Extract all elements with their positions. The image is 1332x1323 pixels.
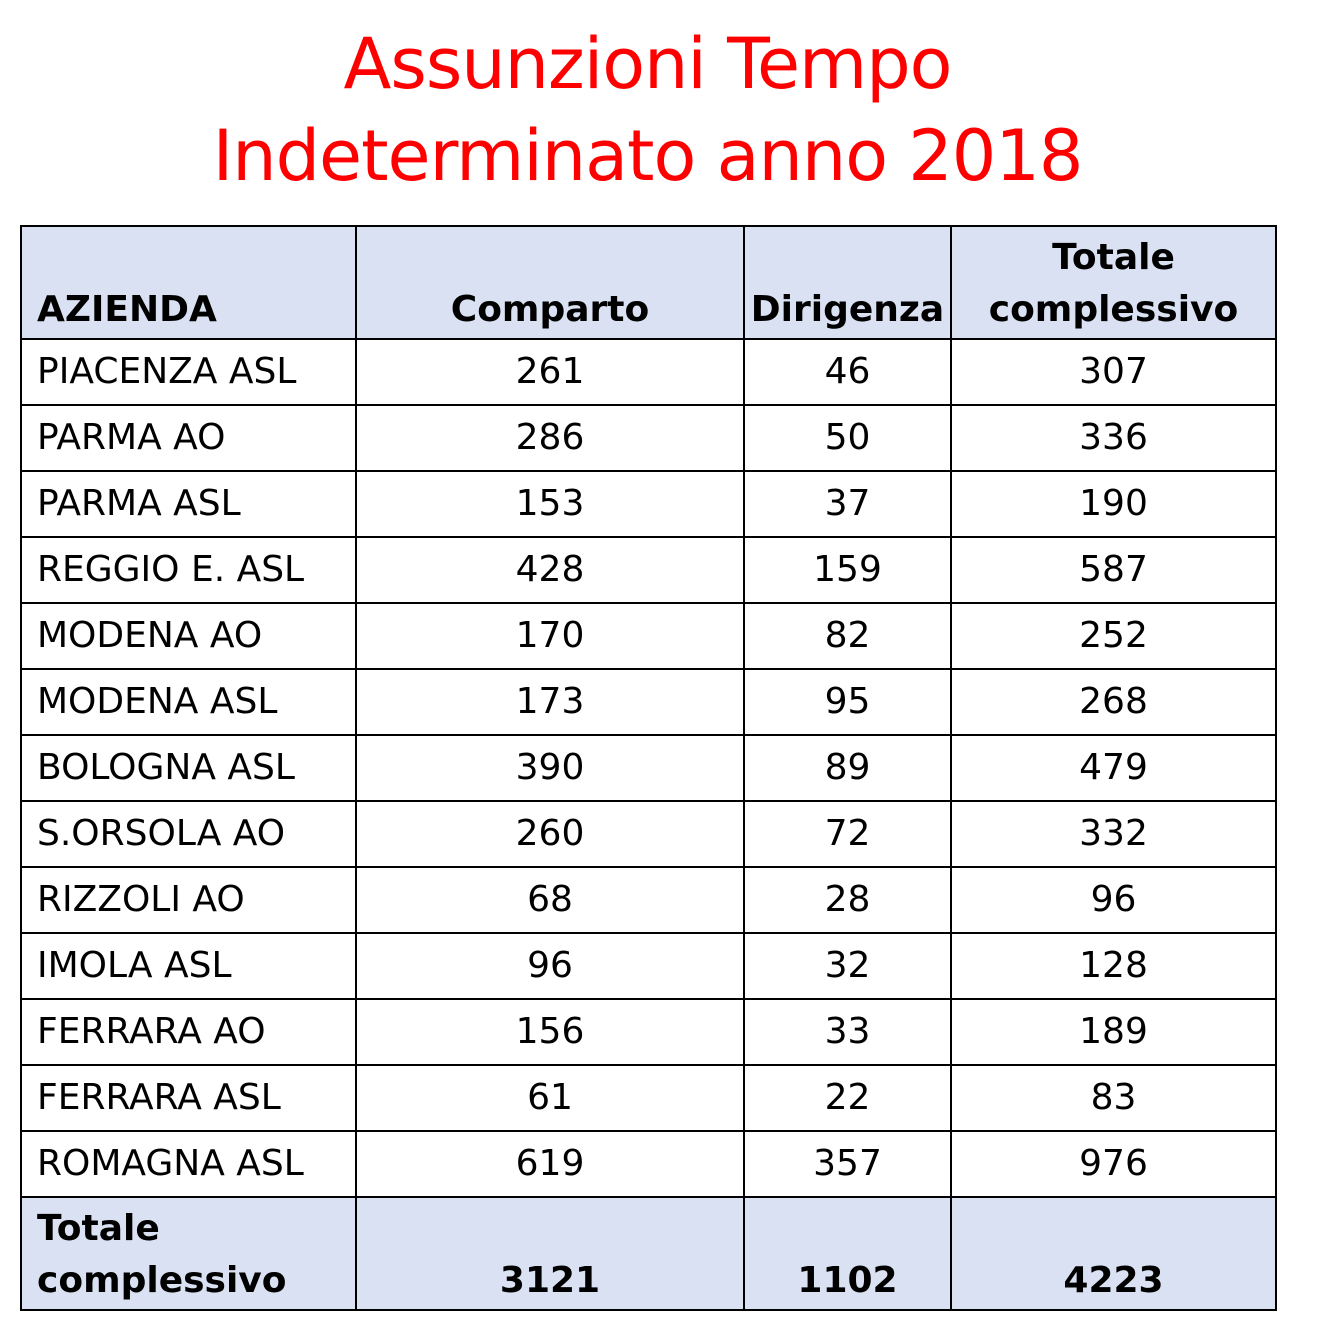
cell-dirigenza: 33 <box>744 999 951 1065</box>
table-row <box>21 933 1276 999</box>
total-comparto: 3121 <box>356 1197 744 1310</box>
cell-comparto: 261 <box>356 339 744 405</box>
total-label <box>21 1197 356 1310</box>
header-comparto: Comparto <box>356 226 744 339</box>
cell-totale: 336 <box>951 405 1276 471</box>
cell-dirigenza: 50 <box>744 405 951 471</box>
table-header-row <box>21 226 1276 339</box>
cell-comparto: 96 <box>356 933 744 999</box>
cell-totale: 190 <box>951 471 1276 537</box>
cell-dirigenza: 22 <box>744 1065 951 1131</box>
cell-azienda: FERRARA ASL <box>21 1065 356 1131</box>
cell-totale: 587 <box>951 537 1276 603</box>
cell-azienda: PIACENZA ASL <box>21 339 356 405</box>
cell-azienda: PARMA ASL <box>21 471 356 537</box>
cell-azienda: ROMAGNA ASL <box>21 1131 356 1197</box>
header-totale-line-1: Totale <box>1052 237 1175 278</box>
cell-dirigenza: 159 <box>744 537 951 603</box>
table-total-row <box>21 1197 1276 1310</box>
cell-totale: 96 <box>951 867 1276 933</box>
cell-dirigenza: 28 <box>744 867 951 933</box>
cell-comparto: 173 <box>356 669 744 735</box>
cell-comparto: 428 <box>356 537 744 603</box>
cell-totale: 83 <box>951 1065 1276 1131</box>
table-row <box>21 1065 1276 1131</box>
cell-totale: 976 <box>951 1131 1276 1197</box>
cell-dirigenza: 32 <box>744 933 951 999</box>
cell-azienda: MODENA AO <box>21 603 356 669</box>
total-label-line-2: complessivo <box>37 1260 287 1301</box>
page-title <box>0 18 1295 202</box>
table-row <box>21 867 1276 933</box>
cell-comparto: 170 <box>356 603 744 669</box>
cell-azienda: MODENA ASL <box>21 669 356 735</box>
cell-totale: 252 <box>951 603 1276 669</box>
table-row <box>21 801 1276 867</box>
header-totale <box>951 226 1276 339</box>
cell-comparto: 68 <box>356 867 744 933</box>
total-totale: 4223 <box>951 1197 1276 1310</box>
header-totale-line-2: complessivo <box>988 289 1239 330</box>
cell-totale: 128 <box>951 933 1276 999</box>
cell-azienda: FERRARA AO <box>21 999 356 1065</box>
cell-dirigenza: 89 <box>744 735 951 801</box>
cell-azienda: S.ORSOLA AO <box>21 801 356 867</box>
cell-totale: 332 <box>951 801 1276 867</box>
table-row <box>21 669 1276 735</box>
cell-totale: 479 <box>951 735 1276 801</box>
cell-comparto: 390 <box>356 735 744 801</box>
cell-comparto: 286 <box>356 405 744 471</box>
cell-comparto: 619 <box>356 1131 744 1197</box>
table-row <box>21 999 1276 1065</box>
cell-azienda: RIZZOLI AO <box>21 867 356 933</box>
table-row <box>21 1131 1276 1197</box>
table-row <box>21 471 1276 537</box>
cell-dirigenza: 37 <box>744 471 951 537</box>
cell-azienda: REGGIO E. ASL <box>21 537 356 603</box>
cell-azienda: PARMA AO <box>21 405 356 471</box>
title-line-1: Assunzioni Tempo <box>343 23 952 105</box>
cell-dirigenza: 357 <box>744 1131 951 1197</box>
cell-azienda: BOLOGNA ASL <box>21 735 356 801</box>
total-dirigenza: 1102 <box>744 1197 951 1310</box>
table-row <box>21 405 1276 471</box>
header-dirigenza: Dirigenza <box>744 226 951 339</box>
cell-dirigenza: 82 <box>744 603 951 669</box>
table-row <box>21 537 1276 603</box>
cell-dirigenza: 95 <box>744 669 951 735</box>
cell-totale: 307 <box>951 339 1276 405</box>
cell-totale: 189 <box>951 999 1276 1065</box>
table-row <box>21 735 1276 801</box>
assunzioni-table <box>20 225 1277 1311</box>
table-row <box>21 339 1276 405</box>
title-line-2: Indeterminato anno 2018 <box>212 115 1083 197</box>
cell-comparto: 153 <box>356 471 744 537</box>
cell-comparto: 61 <box>356 1065 744 1131</box>
cell-azienda: IMOLA ASL <box>21 933 356 999</box>
cell-dirigenza: 72 <box>744 801 951 867</box>
cell-totale: 268 <box>951 669 1276 735</box>
total-label-line-1: Totale <box>37 1208 160 1249</box>
table-row <box>21 603 1276 669</box>
cell-dirigenza: 46 <box>744 339 951 405</box>
cell-comparto: 156 <box>356 999 744 1065</box>
cell-comparto: 260 <box>356 801 744 867</box>
header-azienda: AZIENDA <box>21 226 356 339</box>
